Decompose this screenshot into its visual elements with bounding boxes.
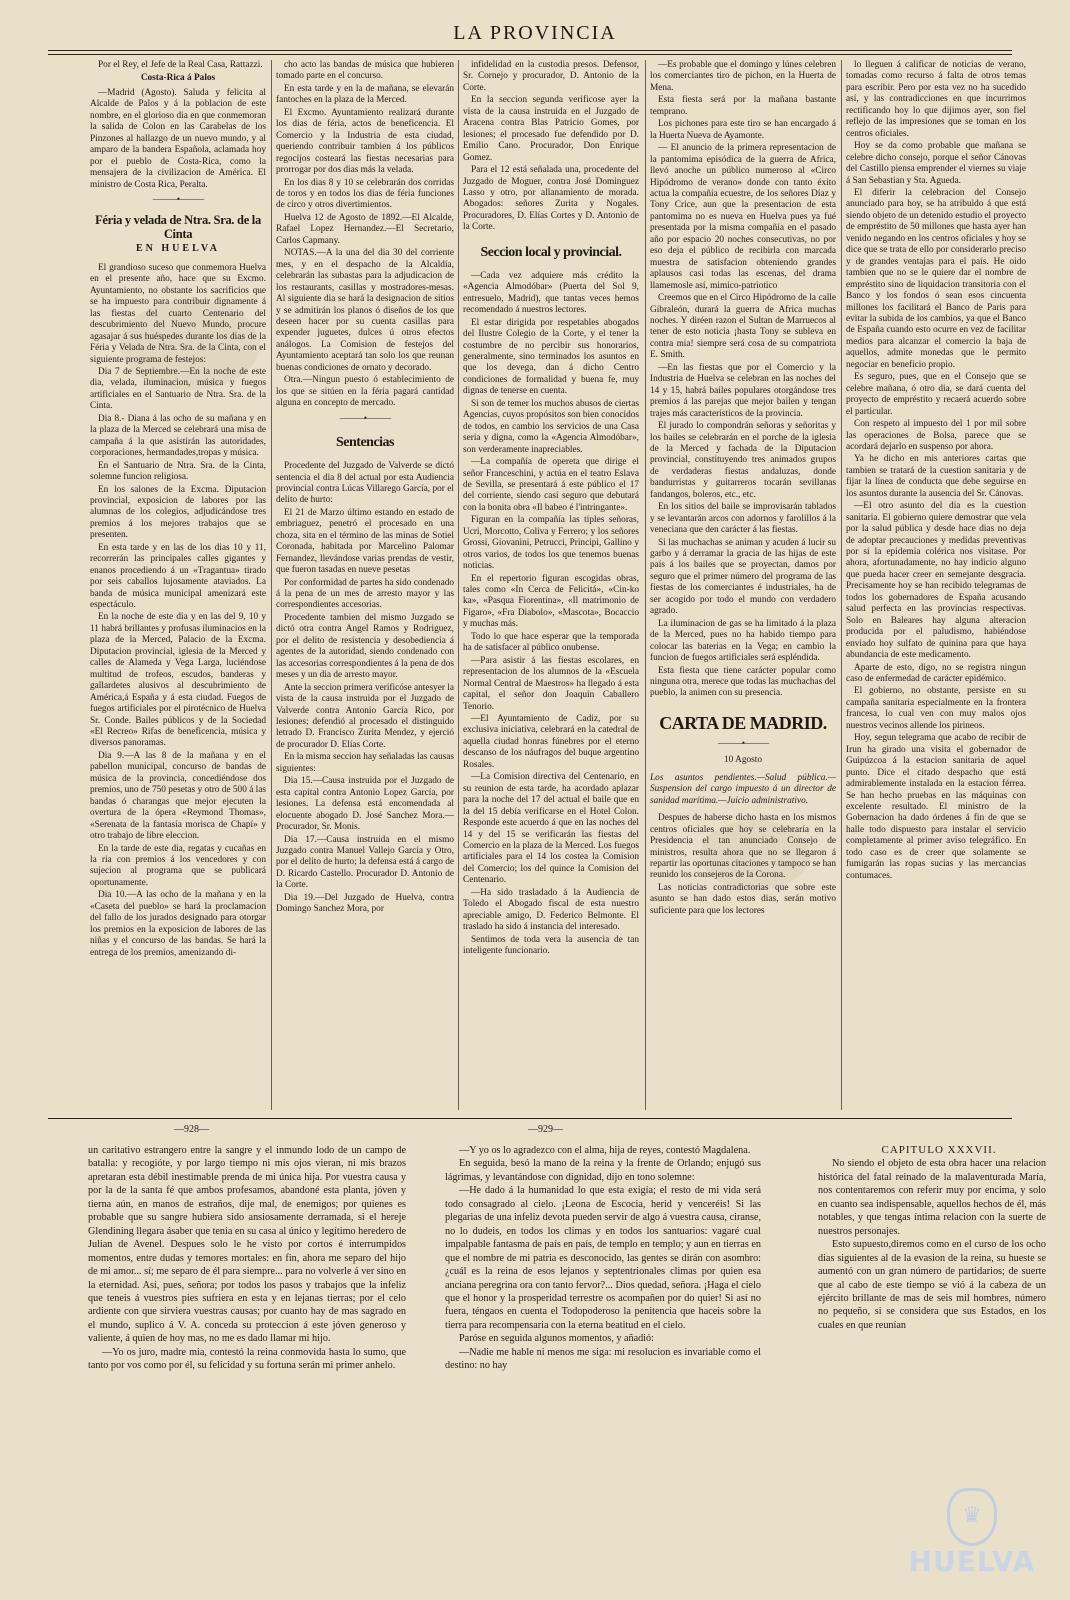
column-divider bbox=[645, 60, 646, 1110]
paragraph: —He dado á la humanidad lo que esta exigía; el resto de mi vida será todo consagrado al cielo. ¡Leona de Escocia, herid y venceréis! Si las plegarias de una infeliz devota pueden servir de algo á vuestra causa, ciranse, no lo dudeis, en todos los climas y en todos los santuarios: vagaré cual impalpable fantasma de país en país, de templo en templo; y aun en tierras en que el nombre de mi patria es desconocido, las gentes se dirán con asombro: ¿cuál es la reina de esos lejanos y septentrionales climas por quien esa anciana peregrina ora con tanto fervor?... Dios quedad, señora. ¡Haga el cielo que el honor y la prosperidad terrestre os acompañen por do quier! Si así no fuera, téngaos en cuenta el Todopoderoso la penitencia que haceis sobre la tierra para recompensaria con la eterna beatitud en el cielo. bbox=[445, 1185, 761, 1331]
paragraph: Dia 19.—Del Juzgado de Huelva, contra Domingo Sanchez Mora, por bbox=[276, 892, 454, 915]
folletin-column-2 bbox=[445, 1144, 761, 1574]
paragraph: En los sitios del baile se improvisarán tablados y se levantarán arcos con adornos y farolillos á la veneciana que den carácter á las fiestas. bbox=[650, 502, 836, 536]
article-summary: Los asuntos pendientes.—Salud pública.—Suspension del cargo impuesto á un director de sanidad marítima.—Juicio administrativo. bbox=[650, 772, 836, 806]
paragraph: Hoy se da como probable que mañana se celebre dicho consejo, porque el señor Cánovas del Castillo piensa emprender el viernes su viaje á San Sebastian y Sta. Agueda. bbox=[846, 141, 1026, 186]
paragraph: En los dias 8 y 10 se celebrarán dos corridas de toros y en todos los dias de féria funciones de circo y otros divertimientos. bbox=[276, 177, 454, 211]
paragraph: NOTAS.—A la una del dia 30 del corriente mes, y en el despacho de la Alcaldía, celebrarán las subastas para la adjudicacion de los restaurants, casillas y mostradores-mesas. Al siguiente dia se hará la designacion de sitios y se admitirán los planos ó diseños de los que deseen hacer por su cuenta casillas para expender juguetes, dulces ú otros efectos análogos. La Comision de festejos del Ayuntamiento aceptará tan solo los que reunan buenas condiciones de ornato y decorado. bbox=[276, 248, 454, 373]
article-subheading: EN HUELVA bbox=[136, 243, 220, 255]
watermark-text: HUELVA bbox=[908, 1545, 1036, 1578]
paragraph: La iluminacion de gas se ha limitado á la plaza de la Merced, pues no ha habido tiempo para colocar las baterias en la Vega; en cambio la funcion de fuegos artificiales será espléndida. bbox=[650, 618, 836, 664]
paragraph: infidelidad en la custodia presos. Defensor, Sr. Cornejo y procurador, D. Antonio de la Corte. bbox=[463, 60, 639, 93]
paragraph: En esta tarde y en la de mañana, se elevarán fantoches en la plaza de la Merced. bbox=[276, 83, 454, 106]
paragraph: —Ha sido trasladado á la Audiencia de Toledo el Abogado fiscal de esta nuestro apreciable amigo, D. Federico Belmonte. El traslado ha sido á instancia del interesado. bbox=[463, 887, 639, 933]
paragraph: Por el Rey, el Jefe de la Real Casa, Rattazzi. bbox=[98, 60, 263, 70]
column-2 bbox=[276, 60, 454, 1115]
paragraph: El estar dirigida por respetables abogados del Ilustre Colegio de la Corte, y el tener la costumbre de no percibir sus honorarios, generalmente, sino terminados los asuntos en que los devega, dan á dicho Centro condiciones de formalidad y buena fe, muy dignas de tenerse en cuenta. bbox=[463, 317, 639, 397]
paragraph: En la tarde de este dia, regatas y cucañas en la ria con premios á los vencedores y con sujecion al programa que se publicará oportunamente. bbox=[90, 843, 266, 888]
folletin-rule bbox=[48, 1118, 1012, 1119]
paragraph: —La Comision directiva del Centenario, en su reunion de esta tarde, ha acordado aplazar para la noche del 17 del actual el baile que en la del 15 debía verificarse en el Hotel Colon. Responde este acuerdo á que en las noches del 14 y del 15 se verificarán las fiestas del Comercio en la plaza de la Merced. Los fuegos artificiales para el 14 los costea la Comision del Comercio; los del quince la Comision del Centenario. bbox=[463, 772, 639, 886]
paragraph: El jurado lo compondrán señoras y señoritas y los bailes se celebrarán en el porche de la iglesia de la Merced y fachada de la Diputacion provincial, constituyendo tres animados grupos de verdaderas fiestas andaluzas, donde bandurristas y guitarreros tocarán sevillanas fandangos, boleros, etc., etc. bbox=[650, 421, 836, 500]
article-heading: Costa-Rica á Palos bbox=[140, 73, 216, 84]
column-divider bbox=[458, 60, 459, 1110]
paragraph: Otra.—Ningun puesto ó establecimiento de los que se sitúen en la féria pagará cantidad alguna en concepto de mercado. bbox=[276, 375, 454, 409]
paper-stain bbox=[700, 820, 810, 890]
dateline: 10 Agosto bbox=[724, 755, 762, 766]
paragraph: En la misma seccion hay señaladas las causas siguientes: bbox=[276, 752, 454, 774]
paragraph: Dia 17.—Causa instruida en el mismo Juzgado contra Manuel Vallejo García y Otro, por el delito de hurto; la defensa está á cargo de D. Ricardo Castello. Procurador D. Antonio de la Corte. bbox=[276, 834, 454, 891]
paragraph: En esta tarde y en las de los dias 10 y 11, recorrerán las principales calles gigantes y enanos procediendo á un «Tragantua» tirado por seis caballos lujosamente ataviados. La banda de música municipal amenizará este espectáculo. bbox=[90, 542, 266, 611]
paragraph: —Cada vez adquiere más crédito la «Agencia Almodóbar» (Puerta del Sol 9, entresuelo, Madrid), que tantas veces hemos recomendado á nuestros lectores. bbox=[463, 270, 639, 316]
column-5 bbox=[846, 60, 1026, 1115]
column-divider bbox=[271, 60, 272, 1110]
paragraph: Creemos que en el Circo Hipódromo de la calle Gibraleón, durará la guerra de Africa muchas noches. Y diréen razon el Sultan de Marruecos al tener de esto noticia ¡hasta Tony se subleva en contra mia! siempre será cosa de su compatriota E. Smith. bbox=[650, 293, 836, 361]
paragraph: Para el 12 está señalada una, procedente del Juzgado de Moguer, contra José Dominguez Lasso y otro, por allanamiento de morada. Abogados: señores Zurita y Nogales. Procuradores, D. Elías Cortes y D. Antonio de la Corte. bbox=[463, 165, 639, 233]
article-heading: Féria y velada de Ntra. Sra. de la Cinta bbox=[95, 213, 261, 242]
paragraph: En el repertorio figuran escogidas obras, tales como «In Cerca de Felicitá», «Cin-ko ka», «Pasqua Fiorentina», «Il matrimonio de Fígaro», «Fra Diabolo», «Mascota», Bocaccio y muchas más. bbox=[463, 573, 639, 630]
paragraph: Con respeto al impuesto del 1 por mil sobre las operaciones de Bolsa, parece que se acordará dejarlo en suspenso por ahora. bbox=[846, 419, 1026, 452]
paragraph: Huelva 12 de Agosto de 1892.—El Alcalde, Rafael Lopez Hernandez.—El Secretario, Carlos Capmany. bbox=[276, 212, 454, 246]
paragraph: —En las fiestas que por el Comercio y la Industria de Huelva se celebran en las noches del 14 y 15, habrá bailes populares otorgándose tres premios á las parejas que mejor bailen y tengan trajes más característicos de la provincia. bbox=[650, 362, 836, 419]
paragraph: — El anuncio de la primera representacion de la pantomima episódica de la guerra de Africa, llevó anoche un público numeroso al «Circo Hipódromo de verano» donde con tanto éxito actua la compañía ecuestre, de los señores Díaz y Tony Crice, aun que la presentacion de esta pantomima no es nueva en Huelva pues ya fué presentada por la misma compañía en el pasado año por espacio 20 noches consecutivas, no por eso deja el público de recibirla con marcada muestra de satisfacion obteniendo grandes aplausos casi todas las escenas, del drama llamemosle así, mimico-patriotico bbox=[650, 143, 836, 291]
masthead: LA PROVINCIA bbox=[453, 22, 617, 44]
paragraph: Es seguro, pues, que en el Consejo que se celebre mañana, ó otro dia, se dará cuenta del proyecto de empréstito y recaerá acuerdo sobre el particular. bbox=[846, 372, 1026, 417]
column-4 bbox=[650, 60, 836, 1115]
paragraph: No siendo el objeto de esta obra hacer una relacion histórica del fatal reinado de la malaventurada María, nos contentaremos con referir muy por encima, y solo en cuanto sea indispensable, aquellos hechos de él, más notables, y que tengas íntima relacion con la suerte de nuestros personajes. bbox=[818, 1158, 1046, 1237]
chapter-title: CAPITULO XXXVII. bbox=[881, 1144, 997, 1156]
masthead-rule-double bbox=[48, 54, 1012, 55]
ornament-divider: ———•——— bbox=[339, 412, 391, 423]
paragraph: Despues de haberse dicho hasta en los mismos centros oficiales que hoy se celebraría en la Presidencia el tan anunciado Consejo de ministros, resulta ahora que no se llegaron á repartir las oportunas citaciones y tampoco se han reunido los consejeros de la Corona. bbox=[650, 813, 836, 881]
paragraph: En el Santuario de Ntra. Sra. de la Cinta, solemne funcion religiosa. bbox=[90, 460, 266, 483]
paragraph: —Nadie me hable ni menos me siga: mi resolucion es invariable como el destino: no hay bbox=[445, 1346, 761, 1372]
paragraph: Procedente del Juzgado de Valverde se dictó sentencia el dia 8 del actual por esta Audiencia provincial contra Lúcas Villarego García, por el delito de hurto: bbox=[276, 461, 454, 506]
paragraph: Dia 9.—A las 8 de la mañana y en el pabellon municipal, concurso de bandas de música de la provincia, concediéndose dos premios, uno de 750 pesetas y otro de 500 á las bandas ó charangas que mejor ejecuten la overtura de la ópera «Reymond Thomas», «Serenata de la fantasía morisca de Chapí» y otro trabajo de libre eleccion. bbox=[90, 750, 266, 842]
paragraph: un caritativo estrangero entre la sangre y el inmundo lodo de un campo de batalla: y recogióte, y por largo tiempo ni mis ojos vieran, ni mis brazos apretaran esta débil inestimable prenda de mi única hija. Por vuestra causa y por la de la santa fé que ambos profesamos, abandoné esta planta, jóven y tierna aún, en manos de estraños, dije mal, de enemigos; por quienes es probable que su sangre hubiera sido ansiosamente derramada, si el hereje Glendining llegara ásaber que tenia en su casa al único y legítimo heredero de Julian de Avenel. Despues solo le he visto por cortos é interrumpidos momentos, entre dudas y temores mortales: en fin, ahora me separo del hijo de mi amor... sí; me separo de él para siempre... para no volverle á ver sino en la eternidad. Así, pues, señora; por todos los pasos y trabajos que la infeliz que teneis á vuestros pies sufriera en esta y en lejanas tierras; por el celo ardiente con que sirviera vuestras causas; por cuanto hay de mas sagrado en el mundo, suplico á V. A. conceda su proteccion á este jóven generoso y valiente, á quien de hoy mas, no me es dado llamar mi hijo. bbox=[88, 1145, 406, 1345]
paragraph: Esta fiesta será por la mañana bastante temprano. bbox=[650, 95, 836, 117]
paragraph: Esta fiesta que tiene carácter popular como ninguna otra, merece que todas las muchachas del pueblo, la animen con su presencia. bbox=[650, 665, 836, 699]
paragraph: El gobierno, no obstante, persiste en su campaña sanitaria especialmente en la frontera francesa, lo cual ven con muy malos ojos nuestros vecinos allende los pirineos. bbox=[846, 686, 1026, 731]
paragraph: —Y yo os lo agradezco con el alma, hija de reyes, contestó Magdalena. bbox=[459, 1145, 751, 1156]
page-number: —928— bbox=[174, 1124, 209, 1135]
paragraph: El Excmo. Ayuntamiento realizará durante los dias de féria, actos de beneficencia. El Comercio y la Industria de esta ciudad, queriendo contribuir tambien á los públicos regocijos costeará las fiestas necesarias para prorrogar por dos dias más la velada. bbox=[276, 107, 454, 176]
column-divider bbox=[841, 60, 842, 1110]
paragraph: Si las muchachas se animan y acuden á lucir su garbo y á derramar la gracia de las hijas de este país á los bailes que se proyectan, damos por seguro que el primer número del programa de las fiestas de los comerciantes é industriales, ha de ser acogido por todo el mundo con verdadero agrado. bbox=[650, 537, 836, 617]
paragraph: Todo lo que hace esperar que la temporada ha de satisfacer al público onubense. bbox=[463, 631, 639, 654]
paragraph: En la noche de este dia y en las del 9, 10 y 11 habrá brillantes y profusas iluminacios en la plaza de la Merced, Palacio de la Excma. Diputacion provincial, iglesia de la Merced y calles de Alameda y Vega Larga, luciéndose multitud de trofeos, escudos, banderas y gallardetes alusivos al descubrimiento de América,á España y á esta ciudad. Fuegos de fuegos artificiales por el pirotécnico de Huelva Sr. Conde. Bailes públicos y de la Sociedad «El Recreo» Rifas de beneficencia, música y diversos panoramas. bbox=[90, 612, 266, 749]
masthead-rule bbox=[48, 50, 1012, 51]
section-heading: CARTA DE MADRID. bbox=[659, 712, 827, 733]
paragraph: Paróse en seguida algunos momentos, y añadió: bbox=[459, 1333, 654, 1345]
paper-stain bbox=[120, 300, 260, 390]
paragraph: Dia 15.—Causa instruida por el Juzgado de esta capital contra Antonio Lopez García, por lesiones. La defensa está encomendada al elocuente abogado D. José Sanchez Mora.—Procurador, Sr. Monis. bbox=[276, 776, 454, 833]
paragraph: Dia 8.- Diana á las ocho de su mañana y en la plaza de la Merced se celebrará una misa de campaña á la que asistirán las autoridades, corporaciones, hermandades,tropas y música. bbox=[90, 413, 266, 459]
paragraph: —El otro asunto del dia es la cuestion sanitaria. El gobierno quiere demostrar que vela por la salud pública y desde hace dias no deja de adoptar precauciones y medidas preventivas por si la epidemia colérica nos visitase. Por ahora, afortunadamente, no hay indicio alguno que pueda hacer creer en semejante desgracia. Precisamente hoy se han recibido telegramas de todos los gobernadores de España acusando salud perfecta en las provincias respectivas. Solo en Baleares hay alguna alteracion producida por el paludismo, habiéndose enviado hoy sulfato de quinina para que haya abundancia de este medicamento. bbox=[846, 501, 1026, 661]
paragraph: —El Ayuntamiento de Cadiz, por su exclusiva iniciativa, celebrará en la catedral de aquella ciudad honras fúnebres por el eterno descanso de los náufragos del buque argentino Rosales. bbox=[463, 714, 639, 770]
ornament-divider: ———•——— bbox=[717, 737, 769, 748]
paragraph: lo lleguen á calificar de noticias de verano, tomadas como recurso á falta de otros temas para escribir. Pero por esta vez no ha sucedido así, y las contradicciones en que incurrimos rectificando hoy lo que dijimos ayer, son fiel reflejo de las impresiones que se toman en los centros oficiales. bbox=[846, 60, 1026, 139]
paragraph: Figuran en la compañía las tiples señoras, Ucri, Morcotto, Coliva y Ferrero; y los señores Grossi, Giovanini, Petrucci, Principi, Gallino y otros varios, de todos los que tenemos buenas noticias. bbox=[463, 515, 639, 572]
paragraph: Sentimos de toda vera la ausencia de tan inteligente funcionario. bbox=[463, 934, 639, 957]
paragraph: Aparte de esto, digo, no se registra ningun caso de enfermedad de carácter epidémico. bbox=[846, 662, 1026, 685]
paragraph: Si son de temer los muchos abusos de ciertas Agencias, cuyos propósitos son bien conocidos de todos, en cambio los servicios de una Casa seria y digna, como la «Agencia Almodóbar», son verderamente inapreciables. bbox=[463, 398, 639, 455]
paragraph: En los salones de la Excma. Diputacion provincial, exposicion de labores por las alumnas de los colegios, adjudicándose tres premios á los mejores trabajos que se presenten. bbox=[90, 484, 266, 541]
paragraph: —Yo os juro, madre mia, contestó la reina conmovida hasta lo sumo, que tanto por vos como por él, su felicidad y su fortuna serán mi primer anhelo. bbox=[88, 1346, 406, 1372]
archive-watermark bbox=[902, 1488, 1042, 1588]
paragraph: —La compañía de opereta que dirige el señor Franceschini, y actúa en el teatro Eslava de Sevilla, se presentará á este público el 17 del corriente, siendo casi seguro que debutará con la bonita obra «Il babeo é l'intringante». bbox=[463, 457, 639, 513]
paragraph: El diferir la celebracion del Consejo anunciado para hoy, se ha atribuido á que está siendo objeto de un detenido estudio el proyecto de empréstito de 50 millones que hasta ayer han venido negando en los centros oficiales y hoy se dice que se trata de ello por considerarlo preciso y de grandes ventajas para el país. He oido tambien que no se le quiere dar el nombre de empréstito sino de liquidacion transitoria con el Banco y los fondos ó sean esos cincuenta millones los facilitará el Banco de Paris para evitar la subida de los cambios, ya que el Banco de España cuando esto ocurre en vez de facilitar medios para alcanzar el comercio la baja de aquellos, admite monedas que le permito negociar en beneficio propio. bbox=[846, 187, 1026, 370]
paragraph: —Madrid (Agosto). Saluda y felicita al Alcalde de Palos y á la poblacion de este nombre, en el glorioso dia en que conmemoran la salida de Colon en las Carabelas de los Pinzones al hallazgo de un nuevo mundo, y al amparo de la bandera Española, aclamada hoy por el pueblo de Costa-Rica, como la mensajera de la civilizacion de América. El ministro de Costa Rica, Peralta. bbox=[90, 87, 266, 190]
page-number: —929— bbox=[528, 1124, 563, 1135]
section-heading: Seccion local y provincial. bbox=[480, 244, 622, 260]
column-3 bbox=[463, 60, 639, 1115]
paragraph: El grandioso suceso que conmemora Huelva en el presente año, hace que su Excmo. Ayuntamiento, no obstante los sacrificios que se ha impuesto para contribuir dignamente á las fiestas del cuarto Centenario del descubrimiento del Nuevo Mundo, procure agasajar á sus huéspedes durante los dias de la Féria y Velada de Ntra. Sra. de la Cinta, con el siguiente programa de festejos: bbox=[90, 262, 266, 365]
paragraph: —Es probable que el domingo y lúnes celebren los comerciantes tiro de pichon, en la Huerta de Mena. bbox=[650, 60, 836, 93]
paragraph: Por conformidad de partes ha sido condenado á la pena de un mes de arresto mayor y las correspondientes accesorias. bbox=[276, 577, 454, 611]
paragraph: —Para asistir á las fiestas escolares, en representacion de los alumnos de la «Escuela Normal Central de Maestros» ha llegado á esta capital, el señor don Joaquín Caballero Tenorio. bbox=[463, 655, 639, 712]
paragraph: Ya he dicho en mis anteriores cartas que tambien se tratará de la cuestion sanitaria y de fijar la línea de conducta que debe seguirse en los asuntos durante la ausencia del Sr. Cánovas. bbox=[846, 454, 1026, 499]
paragraph: Los pichones para este tiro se han encargado á la Huerta Nueva de Ayamonte. bbox=[650, 119, 836, 141]
paragraph: El 21 de Marzo último estando en estado de embriaguez, penetró el procesado en una choza, sita en el término de las minas de Sotiel Coronada, habitada por Marcelino Palomar Fernandez, llevándose varias prendas de vestir, que fueron tasadas en nueve pesetas bbox=[276, 507, 454, 576]
paragraph: En la seccion segunda verificose ayer la vista de la causa instruida en el Juzgado de Aracena contra Blas Patricio Gomes, por lesiones; el procesado fue defendido por D. Emilio Cano. Procurador, Don Enrique Gomez. bbox=[463, 95, 639, 163]
paragraph: cho acto las bandas de música que hubieren tomado parte en el concurso. bbox=[276, 60, 454, 82]
paragraph: Procedente tambien del mismo Juzgado se dictó otra contra Angel Ramos y Rodriguez, por el delito de resistencia y desobediencia á agentes de la autoridad, siendo condenado con las accesorias correspondientes á la pena de dos meses y un dia de arresto mayor. bbox=[276, 612, 454, 681]
coat-of-arms-icon: ♛ bbox=[947, 1488, 997, 1546]
folletin-column-1 bbox=[88, 1144, 406, 1574]
paragraph: Dia 7 de Septiembre.—En la noche de este dia, velada, iluminacion, música y fuegos artificiales en el Santuario de Ntra. Sra. de la Cinta. bbox=[90, 366, 266, 412]
ornament-divider: ———•——— bbox=[152, 193, 204, 204]
paragraph: Hoy, segun telegrama que acabo de recibir de Irun ha girado una visita el gobernador de Guipúzcoa á la estacion sanitaria de aquel punto. Dice el citado despacho que está admirablemente instalada en la estacion férrea. Se han hecho pruebas en las máquinas con excelente resultado. El ministro de la Gobernacion ha dado órdenes á fin de que se halle todo dispuesto para instalar el servicio completamente al primer aviso telegráfico. En todo caso es de creer que solamente se fumigarán las ropas sucias y las mercancias contumaces. bbox=[846, 733, 1026, 881]
paragraph: Esto supuesto,diremos como en el curso de los ocho dias siguientes al de la evasion de la reina, su hueste se aumentó con un gran número de partidarios; de suerte que al cabo de este tiempo se vió á la cabeza de un ejército brillante de mas de seis mil hombres, número no pequeño, si se considera que sus Estados, en los cuales en que reunían bbox=[818, 1239, 1046, 1331]
paragraph: Ante la seccion primera verificóse antesyer la vista de la causa instruida por el Juzgado de Valverde contra Antonio García Rico, por lesiones; defendió al procesado el distinguido letrado D. Francisco Zurita Mendez, y ejerció de procurador D. Elías Corte. bbox=[276, 682, 454, 750]
section-heading: Sentencias bbox=[336, 435, 394, 451]
paragraph: Dia 10.—A las ocho de la mañana y en la «Caseta del pueblo» se hará la proclamacion del fallo de los jurados designado para otorgar los premios en la exposicion de labores de las niñas y el concurso de las bandas. Se hará la entrega de los premios, amenizando di- bbox=[90, 890, 266, 958]
column-1 bbox=[90, 60, 266, 1115]
paragraph: Las noticias contradictorias que sobre este asunto se han dado estos dias, serán motivo suficiente para que los lectores bbox=[650, 882, 836, 916]
paragraph: En seguida, besó la mano de la reina y la frente de Orlando; enjugó sus lágrimas, y levantándose con dignidad, dijo en tono solemne: bbox=[445, 1158, 761, 1183]
